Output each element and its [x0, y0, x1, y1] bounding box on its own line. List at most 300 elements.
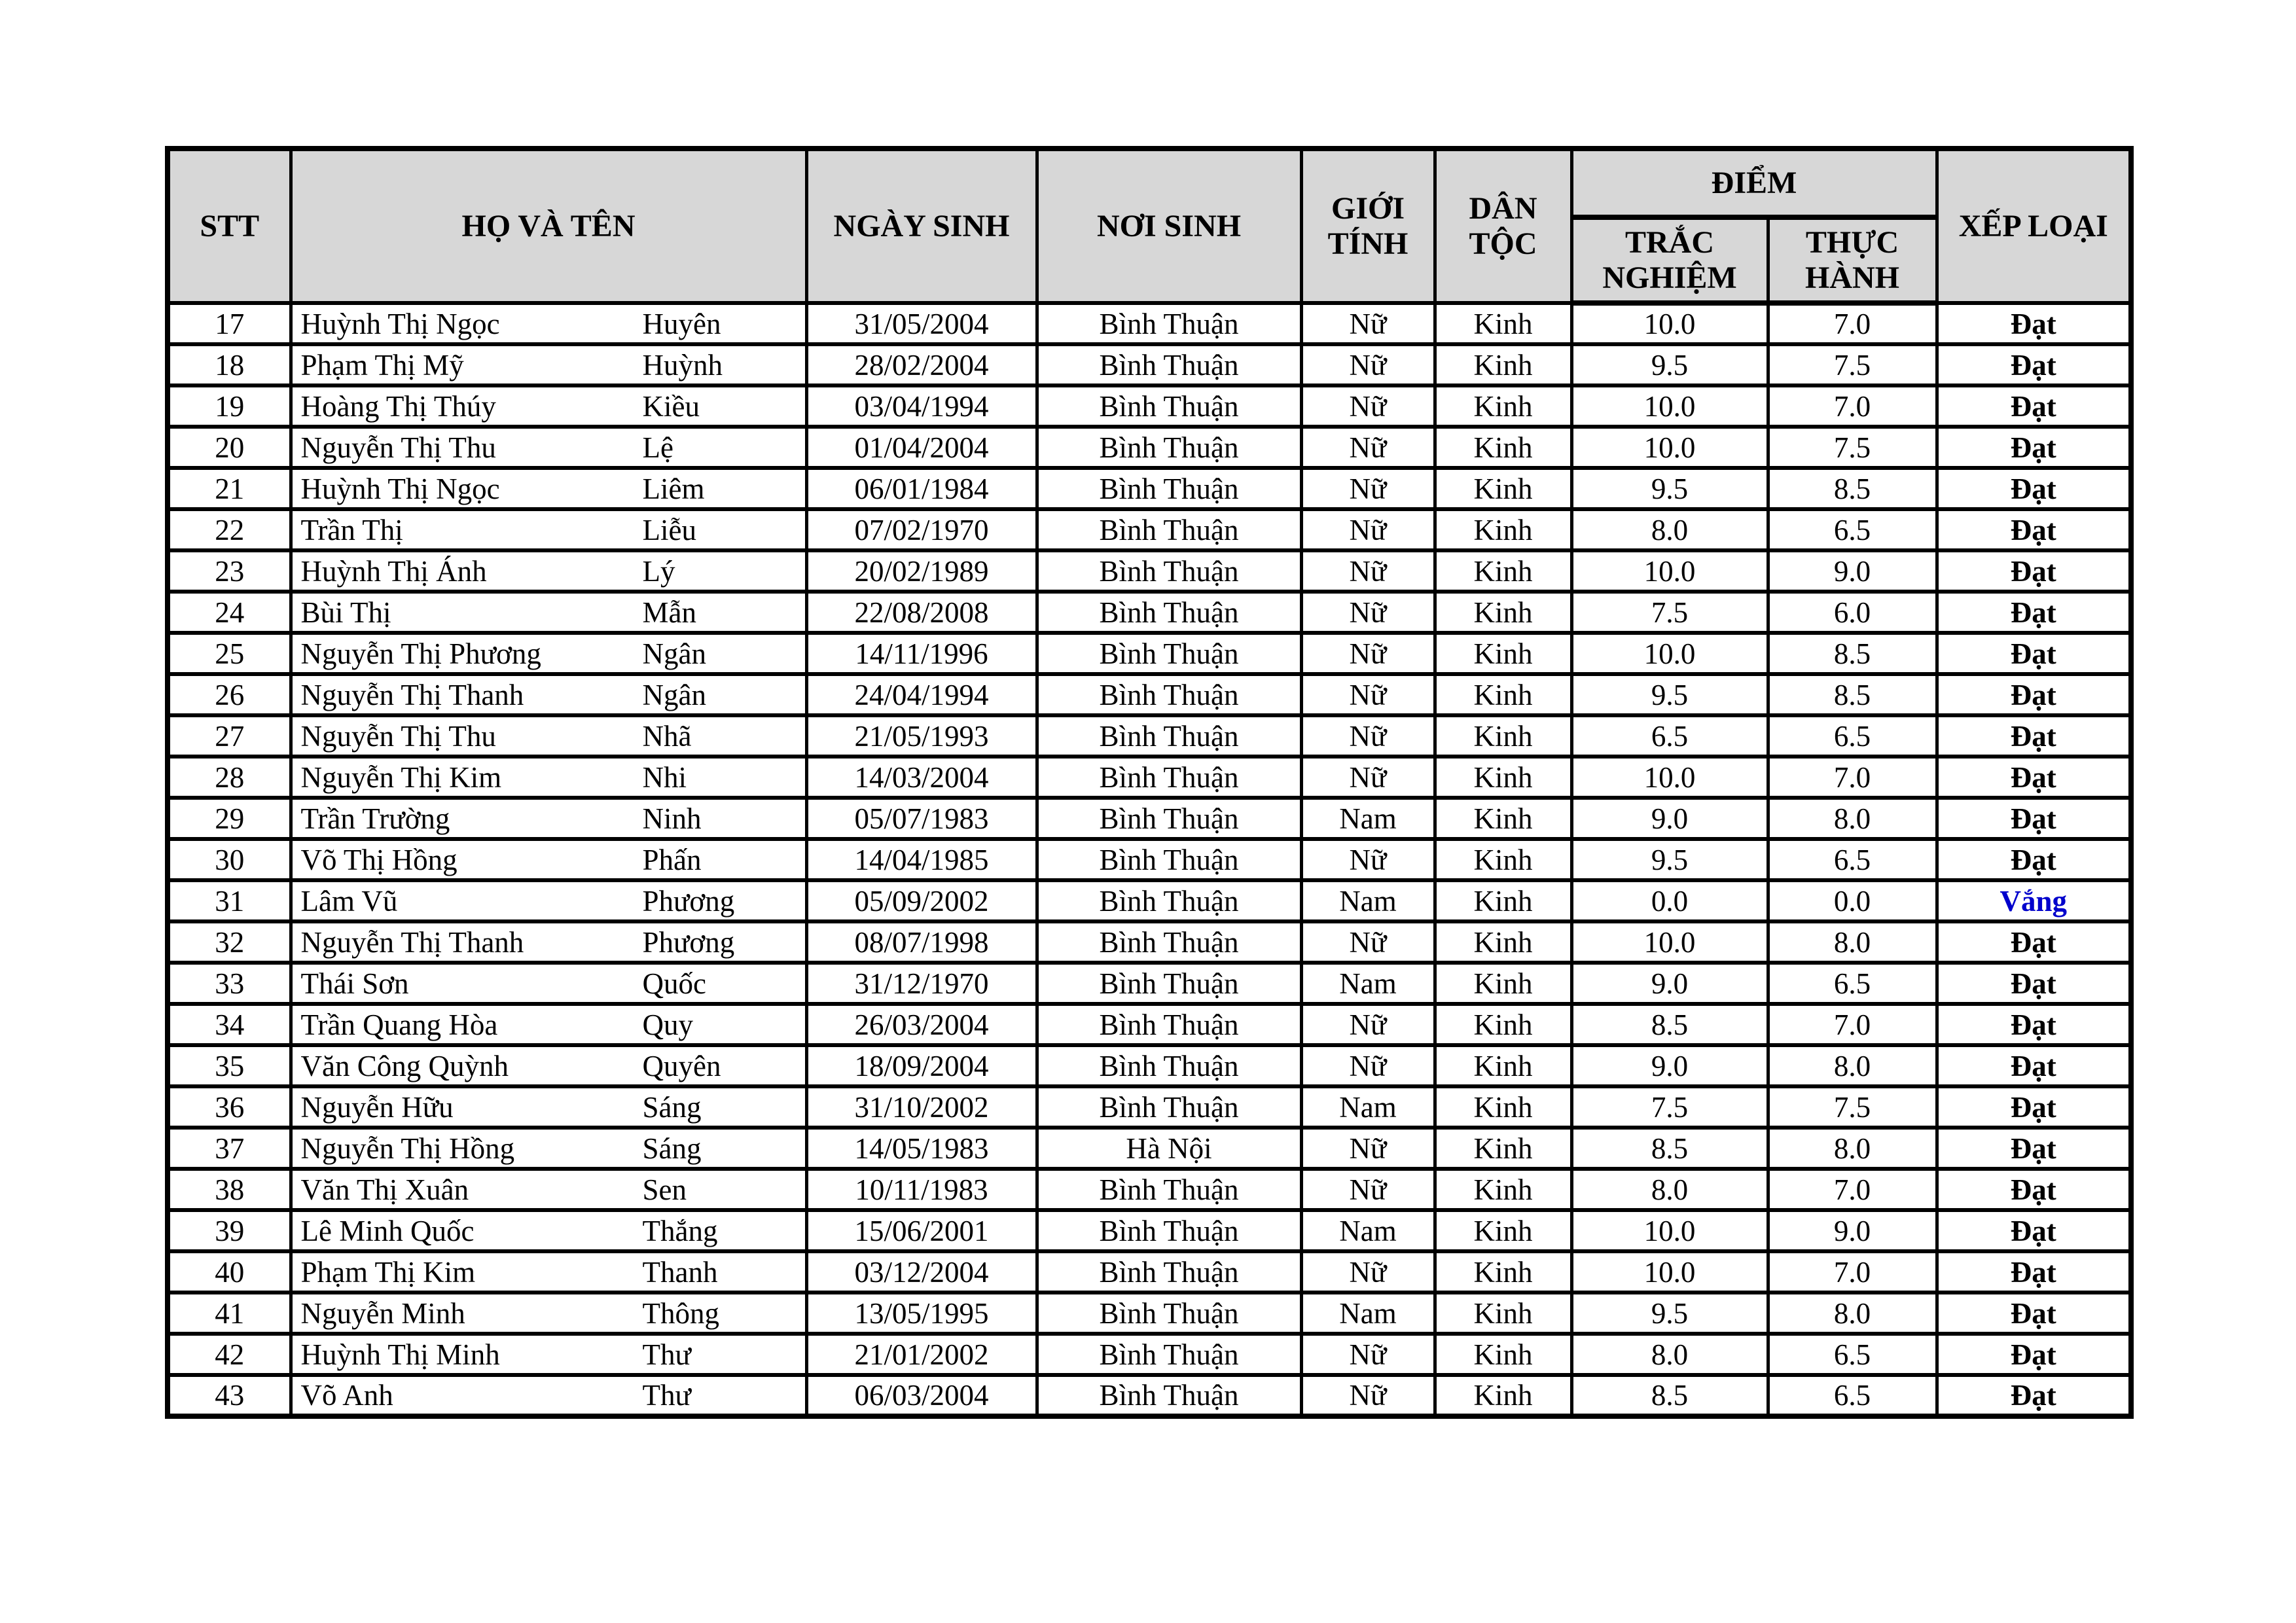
table-row	[168, 385, 2131, 427]
cell-ethnicity: Kinh	[1435, 385, 1571, 427]
cell-ethnicity: Kinh	[1435, 592, 1571, 633]
cell-gender: Nữ	[1301, 1045, 1435, 1086]
cell-stt: 29	[168, 798, 291, 839]
cell-dob: 31/05/2004	[806, 303, 1037, 344]
cell-given-name: Kiều	[642, 389, 700, 423]
cell-gender: Nữ	[1301, 1251, 1435, 1293]
cell-family-name: Nguyễn Thị Thu	[300, 431, 496, 464]
cell-dob: 31/12/1970	[806, 963, 1037, 1004]
table-row	[168, 1169, 2131, 1210]
cell-score-practical: 8.0	[1768, 798, 1937, 839]
cell-ethnicity: Kinh	[1435, 303, 1571, 344]
cell-score-practical: 6.5	[1768, 509, 1937, 550]
cell-score-mc: 8.0	[1571, 509, 1768, 550]
cell-score-mc: 9.5	[1571, 674, 1768, 715]
cell-family-name: Trần Quang Hòa	[300, 1008, 498, 1041]
cell-given-name: Phương	[642, 925, 735, 959]
cell-name	[291, 1004, 806, 1045]
cell-score-practical: 6.0	[1768, 592, 1937, 633]
cell-pob: Bình Thuận	[1037, 509, 1301, 550]
cell-ethnicity: Kinh	[1435, 880, 1571, 921]
cell-given-name: Thắng	[642, 1214, 718, 1247]
cell-name	[291, 798, 806, 839]
cell-pob: Bình Thuận	[1037, 798, 1301, 839]
cell-gender: Nữ	[1301, 344, 1435, 385]
cell-score-practical: 8.0	[1768, 1045, 1937, 1086]
cell-score-mc: 9.0	[1571, 1045, 1768, 1086]
cell-pob: Bình Thuận	[1037, 839, 1301, 880]
cell-name	[291, 427, 806, 468]
table-row	[168, 880, 2131, 921]
table-row	[168, 592, 2131, 633]
table-row	[168, 1086, 2131, 1128]
cell-stt: 39	[168, 1210, 291, 1251]
cell-stt: 30	[168, 839, 291, 880]
cell-ethnicity: Kinh	[1435, 468, 1571, 509]
cell-score-practical: 8.5	[1768, 468, 1937, 509]
header-gender: GIỚI TÍNH	[1301, 149, 1435, 303]
cell-score-mc: 8.0	[1571, 1334, 1768, 1375]
cell-ethnicity: Kinh	[1435, 674, 1571, 715]
cell-dob: 21/01/2002	[806, 1334, 1037, 1375]
cell-ethnicity: Kinh	[1435, 509, 1571, 550]
cell-given-name: Thông	[642, 1296, 719, 1330]
cell-ethnicity: Kinh	[1435, 1251, 1571, 1293]
cell-name	[291, 344, 806, 385]
cell-stt: 37	[168, 1128, 291, 1169]
cell-pob: Bình Thuận	[1037, 633, 1301, 674]
cell-given-name: Phương	[642, 884, 735, 918]
cell-name	[291, 550, 806, 592]
cell-result: Đạt	[1937, 963, 2131, 1004]
cell-score-mc: 10.0	[1571, 1210, 1768, 1251]
cell-name	[291, 385, 806, 427]
cell-score-practical: 8.5	[1768, 674, 1937, 715]
cell-gender: Nữ	[1301, 633, 1435, 674]
cell-dob: 28/02/2004	[806, 344, 1037, 385]
cell-score-mc: 8.5	[1571, 1004, 1768, 1045]
table-row	[168, 757, 2131, 798]
table-row	[168, 1004, 2131, 1045]
cell-dob: 14/11/1996	[806, 633, 1037, 674]
cell-ethnicity: Kinh	[1435, 839, 1571, 880]
cell-given-name: Thư	[642, 1338, 691, 1371]
cell-stt: 38	[168, 1169, 291, 1210]
cell-pob: Bình Thuận	[1037, 1293, 1301, 1334]
cell-result: Đạt	[1937, 1045, 2131, 1086]
cell-stt: 43	[168, 1375, 291, 1416]
table-row	[168, 798, 2131, 839]
cell-name	[291, 1169, 806, 1210]
table-row	[168, 1334, 2131, 1375]
cell-stt: 32	[168, 921, 291, 963]
cell-score-mc: 10.0	[1571, 385, 1768, 427]
header-classification: XẾP LOẠI	[1937, 149, 2131, 303]
cell-gender: Nữ	[1301, 592, 1435, 633]
cell-name	[291, 1375, 806, 1416]
cell-family-name: Nguyễn Thị Hồng	[300, 1132, 515, 1165]
cell-score-practical: 8.0	[1768, 921, 1937, 963]
cell-ethnicity: Kinh	[1435, 550, 1571, 592]
cell-result: Đạt	[1937, 757, 2131, 798]
cell-pob: Bình Thuận	[1037, 303, 1301, 344]
table-row	[168, 839, 2131, 880]
cell-family-name: Văn Công Quỳnh	[300, 1049, 509, 1082]
cell-gender: Nữ	[1301, 509, 1435, 550]
cell-dob: 03/04/1994	[806, 385, 1037, 427]
cell-pob: Bình Thuận	[1037, 385, 1301, 427]
cell-pob: Bình Thuận	[1037, 715, 1301, 757]
cell-ethnicity: Kinh	[1435, 1045, 1571, 1086]
cell-score-mc: 8.5	[1571, 1375, 1768, 1416]
cell-name	[291, 1210, 806, 1251]
cell-score-practical: 8.0	[1768, 1128, 1937, 1169]
cell-stt: 33	[168, 963, 291, 1004]
cell-score-mc: 10.0	[1571, 1251, 1768, 1293]
cell-name	[291, 880, 806, 921]
cell-stt: 22	[168, 509, 291, 550]
cell-pob: Bình Thuận	[1037, 1086, 1301, 1128]
cell-family-name: Võ Anh	[300, 1379, 393, 1412]
cell-result: Đạt	[1937, 921, 2131, 963]
cell-ethnicity: Kinh	[1435, 1128, 1571, 1169]
cell-score-mc: 9.5	[1571, 468, 1768, 509]
cell-score-mc: 10.0	[1571, 921, 1768, 963]
cell-name	[291, 1251, 806, 1293]
cell-result: Vắng	[1937, 880, 2131, 921]
cell-given-name: Mẫn	[642, 596, 696, 629]
cell-dob: 05/09/2002	[806, 880, 1037, 921]
cell-result: Đạt	[1937, 674, 2131, 715]
cell-ethnicity: Kinh	[1435, 633, 1571, 674]
cell-score-practical: 9.0	[1768, 1210, 1937, 1251]
cell-name	[291, 963, 806, 1004]
cell-result: Đạt	[1937, 592, 2131, 633]
cell-ethnicity: Kinh	[1435, 427, 1571, 468]
cell-family-name: Huỳnh Thị Ngọc	[300, 472, 500, 505]
cell-score-mc: 6.5	[1571, 715, 1768, 757]
cell-pob: Bình Thuận	[1037, 1169, 1301, 1210]
header-stt: STT	[168, 149, 291, 303]
cell-gender: Nam	[1301, 1210, 1435, 1251]
cell-pob: Bình Thuận	[1037, 550, 1301, 592]
cell-name	[291, 633, 806, 674]
table-row	[168, 509, 2131, 550]
cell-score-mc: 9.0	[1571, 963, 1768, 1004]
header-score-group: ĐIỂM	[1571, 149, 1937, 217]
score-sheet	[165, 146, 2134, 1419]
cell-result: Đạt	[1937, 1334, 2131, 1375]
cell-name	[291, 1293, 806, 1334]
cell-given-name: Quốc	[642, 967, 706, 1000]
cell-given-name: Huyên	[642, 307, 721, 340]
cell-score-practical: 7.0	[1768, 1251, 1937, 1293]
cell-score-mc: 10.0	[1571, 757, 1768, 798]
cell-result: Đạt	[1937, 798, 2131, 839]
cell-score-mc: 9.5	[1571, 839, 1768, 880]
cell-stt: 18	[168, 344, 291, 385]
cell-family-name: Phạm Thị Mỹ	[300, 348, 464, 382]
cell-name	[291, 1086, 806, 1128]
cell-gender: Nữ	[1301, 715, 1435, 757]
cell-gender: Nữ	[1301, 921, 1435, 963]
cell-score-practical: 6.5	[1768, 963, 1937, 1004]
cell-gender: Nữ	[1301, 674, 1435, 715]
cell-given-name: Sáng	[642, 1132, 702, 1165]
cell-ethnicity: Kinh	[1435, 1293, 1571, 1334]
cell-pob: Bình Thuận	[1037, 1045, 1301, 1086]
cell-score-practical: 0.0	[1768, 880, 1937, 921]
cell-name	[291, 757, 806, 798]
cell-gender: Nam	[1301, 963, 1435, 1004]
cell-given-name: Thư	[642, 1379, 691, 1412]
cell-family-name: Nguyễn Hữu	[300, 1090, 454, 1124]
header-pob: NƠI SINH	[1037, 149, 1301, 303]
cell-family-name: Văn Thị Xuân	[300, 1173, 469, 1206]
cell-dob: 26/03/2004	[806, 1004, 1037, 1045]
cell-stt: 35	[168, 1045, 291, 1086]
cell-result: Đạt	[1937, 1251, 2131, 1293]
cell-pob: Bình Thuận	[1037, 468, 1301, 509]
cell-gender: Nữ	[1301, 468, 1435, 509]
cell-score-mc: 10.0	[1571, 303, 1768, 344]
table-row	[168, 427, 2131, 468]
cell-score-practical: 7.0	[1768, 303, 1937, 344]
cell-pob: Bình Thuận	[1037, 1210, 1301, 1251]
cell-result: Đạt	[1937, 1086, 2131, 1128]
cell-name	[291, 839, 806, 880]
header-dob: NGÀY SINH	[806, 149, 1037, 303]
cell-stt: 41	[168, 1293, 291, 1334]
results-table	[165, 146, 2134, 1419]
cell-score-practical: 7.5	[1768, 1086, 1937, 1128]
cell-gender: Nam	[1301, 798, 1435, 839]
cell-given-name: Ninh	[642, 802, 702, 835]
cell-dob: 05/07/1983	[806, 798, 1037, 839]
cell-family-name: Nguyễn Thị Thanh	[300, 678, 524, 711]
cell-family-name: Võ Thị Hồng	[300, 843, 457, 876]
cell-result: Đạt	[1937, 509, 2131, 550]
cell-given-name: Nhi	[642, 760, 687, 794]
cell-pob: Bình Thuận	[1037, 344, 1301, 385]
cell-name	[291, 592, 806, 633]
cell-stt: 21	[168, 468, 291, 509]
header-score-practical: THỰC HÀNH	[1768, 217, 1937, 303]
cell-stt: 27	[168, 715, 291, 757]
cell-pob: Bình Thuận	[1037, 757, 1301, 798]
cell-result: Đạt	[1937, 303, 2131, 344]
table-row	[168, 633, 2131, 674]
cell-score-mc: 10.0	[1571, 550, 1768, 592]
cell-stt: 28	[168, 757, 291, 798]
table-row	[168, 1251, 2131, 1293]
cell-dob: 15/06/2001	[806, 1210, 1037, 1251]
cell-given-name: Lệ	[642, 431, 673, 464]
cell-score-mc: 7.5	[1571, 1086, 1768, 1128]
cell-stt: 31	[168, 880, 291, 921]
table-row	[168, 1210, 2131, 1251]
cell-given-name: Huỳnh	[642, 348, 723, 382]
cell-dob: 14/05/1983	[806, 1128, 1037, 1169]
table-row	[168, 344, 2131, 385]
cell-given-name: Liễu	[642, 513, 696, 546]
cell-ethnicity: Kinh	[1435, 1169, 1571, 1210]
cell-score-mc: 9.5	[1571, 1293, 1768, 1334]
cell-dob: 06/03/2004	[806, 1375, 1037, 1416]
cell-family-name: Nguyễn Thị Phương	[300, 637, 541, 670]
cell-dob: 03/12/2004	[806, 1251, 1037, 1293]
cell-name	[291, 921, 806, 963]
cell-gender: Nữ	[1301, 1169, 1435, 1210]
cell-score-practical: 6.5	[1768, 839, 1937, 880]
cell-gender: Nam	[1301, 1086, 1435, 1128]
cell-ethnicity: Kinh	[1435, 963, 1571, 1004]
cell-result: Đạt	[1937, 1169, 2131, 1210]
cell-result: Đạt	[1937, 1210, 2131, 1251]
cell-score-mc: 9.0	[1571, 798, 1768, 839]
cell-stt: 17	[168, 303, 291, 344]
cell-given-name: Sáng	[642, 1090, 702, 1124]
cell-gender: Nữ	[1301, 757, 1435, 798]
cell-score-mc: 10.0	[1571, 633, 1768, 674]
cell-ethnicity: Kinh	[1435, 1004, 1571, 1045]
cell-gender: Nam	[1301, 1293, 1435, 1334]
cell-dob: 24/04/1994	[806, 674, 1037, 715]
cell-name	[291, 715, 806, 757]
cell-result: Đạt	[1937, 385, 2131, 427]
table-row	[168, 550, 2131, 592]
table-row	[168, 715, 2131, 757]
cell-name	[291, 1334, 806, 1375]
cell-stt: 42	[168, 1334, 291, 1375]
cell-stt: 36	[168, 1086, 291, 1128]
cell-given-name: Liêm	[642, 472, 705, 505]
cell-name	[291, 509, 806, 550]
cell-family-name: Nguyễn Thị Thanh	[300, 925, 524, 959]
cell-gender: Nữ	[1301, 1004, 1435, 1045]
cell-pob: Bình Thuận	[1037, 1004, 1301, 1045]
table-row	[168, 921, 2131, 963]
cell-pob: Bình Thuận	[1037, 921, 1301, 963]
cell-score-practical: 8.0	[1768, 1293, 1937, 1334]
cell-family-name: Bùi Thị	[300, 596, 391, 629]
cell-dob: 21/05/1993	[806, 715, 1037, 757]
cell-given-name: Phấn	[642, 843, 702, 876]
cell-ethnicity: Kinh	[1435, 344, 1571, 385]
cell-pob: Bình Thuận	[1037, 880, 1301, 921]
cell-dob: 06/01/1984	[806, 468, 1037, 509]
table-row	[168, 303, 2131, 344]
cell-dob: 13/05/1995	[806, 1293, 1037, 1334]
cell-score-practical: 7.5	[1768, 427, 1937, 468]
cell-ethnicity: Kinh	[1435, 798, 1571, 839]
table-row	[168, 1375, 2131, 1416]
cell-score-mc: 0.0	[1571, 880, 1768, 921]
cell-family-name: Thái Sơn	[300, 967, 409, 1000]
header-score-mc: TRẮC NGHIỆM	[1571, 217, 1768, 303]
cell-name	[291, 1045, 806, 1086]
cell-gender: Nam	[1301, 880, 1435, 921]
cell-result: Đạt	[1937, 839, 2131, 880]
table-row	[168, 963, 2131, 1004]
cell-score-mc: 10.0	[1571, 427, 1768, 468]
cell-result: Đạt	[1937, 427, 2131, 468]
cell-result: Đạt	[1937, 633, 2131, 674]
cell-stt: 25	[168, 633, 291, 674]
table-row	[168, 674, 2131, 715]
table-row	[168, 1128, 2131, 1169]
cell-pob: Bình Thuận	[1037, 1251, 1301, 1293]
cell-gender: Nữ	[1301, 385, 1435, 427]
cell-ethnicity: Kinh	[1435, 1334, 1571, 1375]
cell-family-name: Lê Minh Quốc	[300, 1214, 475, 1247]
cell-pob: Bình Thuận	[1037, 592, 1301, 633]
cell-dob: 20/02/1989	[806, 550, 1037, 592]
cell-given-name: Ngân	[642, 637, 706, 670]
cell-dob: 31/10/2002	[806, 1086, 1037, 1128]
table-row	[168, 1293, 2131, 1334]
cell-result: Đạt	[1937, 550, 2131, 592]
cell-dob: 01/04/2004	[806, 427, 1037, 468]
cell-gender: Nữ	[1301, 427, 1435, 468]
cell-stt: 26	[168, 674, 291, 715]
cell-score-mc: 8.0	[1571, 1169, 1768, 1210]
cell-name	[291, 468, 806, 509]
cell-stt: 24	[168, 592, 291, 633]
cell-dob: 08/07/1998	[806, 921, 1037, 963]
cell-score-practical: 7.0	[1768, 757, 1937, 798]
cell-given-name: Quy	[642, 1008, 693, 1041]
cell-stt: 40	[168, 1251, 291, 1293]
header-name: HỌ VÀ TÊN	[291, 149, 806, 303]
table-body	[168, 303, 2131, 1416]
cell-score-mc: 7.5	[1571, 592, 1768, 633]
cell-family-name: Phạm Thị Kim	[300, 1255, 476, 1289]
cell-result: Đạt	[1937, 715, 2131, 757]
cell-score-mc: 8.5	[1571, 1128, 1768, 1169]
cell-dob: 07/02/1970	[806, 509, 1037, 550]
cell-given-name: Lý	[642, 554, 675, 588]
cell-score-practical: 8.5	[1768, 633, 1937, 674]
cell-family-name: Huỳnh Thị Ngọc	[300, 307, 500, 340]
cell-score-practical: 9.0	[1768, 550, 1937, 592]
cell-name	[291, 1128, 806, 1169]
cell-pob: Bình Thuận	[1037, 427, 1301, 468]
cell-name	[291, 303, 806, 344]
cell-ethnicity: Kinh	[1435, 757, 1571, 798]
cell-family-name: Nguyễn Minh	[300, 1296, 465, 1330]
cell-family-name: Lâm Vũ	[300, 884, 398, 918]
cell-ethnicity: Kinh	[1435, 1086, 1571, 1128]
cell-result: Đạt	[1937, 344, 2131, 385]
cell-score-practical: 7.5	[1768, 344, 1937, 385]
cell-dob: 18/09/2004	[806, 1045, 1037, 1086]
cell-dob: 22/08/2008	[806, 592, 1037, 633]
cell-gender: Nữ	[1301, 550, 1435, 592]
header-ethnicity: DÂN TỘC	[1435, 149, 1571, 303]
cell-score-practical: 7.0	[1768, 1169, 1937, 1210]
table-row	[168, 1045, 2131, 1086]
cell-gender: Nữ	[1301, 303, 1435, 344]
cell-ethnicity: Kinh	[1435, 921, 1571, 963]
table-header	[168, 149, 2131, 303]
cell-score-practical: 6.5	[1768, 1375, 1937, 1416]
cell-pob: Bình Thuận	[1037, 1375, 1301, 1416]
cell-dob: 14/03/2004	[806, 757, 1037, 798]
cell-given-name: Quyên	[642, 1049, 721, 1082]
cell-given-name: Thanh	[642, 1255, 718, 1289]
cell-score-practical: 7.0	[1768, 385, 1937, 427]
